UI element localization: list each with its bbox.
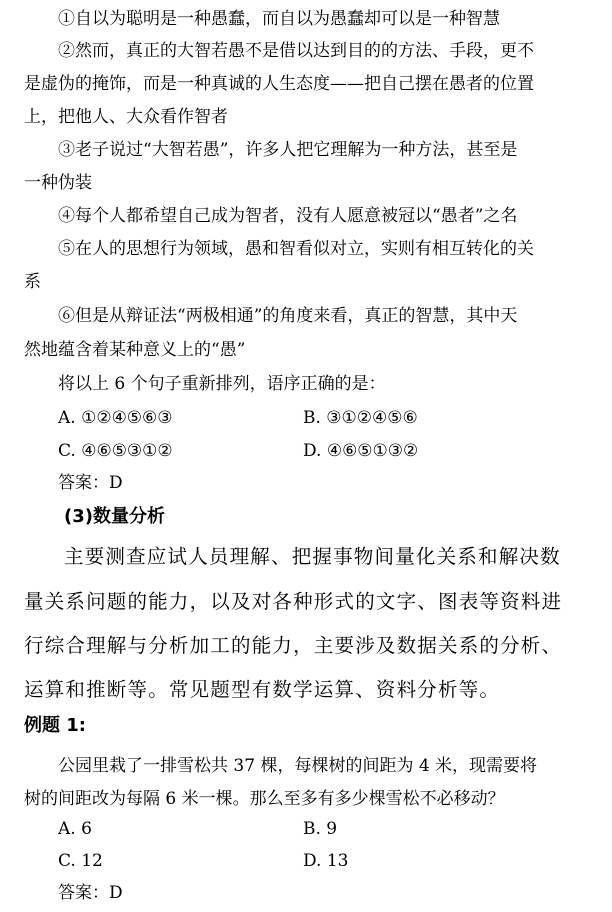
- example-answer: 答案：D: [58, 883, 123, 903]
- sentence-5-line-2: 系: [24, 272, 41, 292]
- option-d: D. ④⑥⑤①③②: [303, 441, 419, 461]
- section-paragraph-line-4: 运算和推断等。常见题型有数学运算、资料分析等。: [24, 678, 501, 701]
- sentence-6-line-2: 然地蕴含着某种意义上的“愚”: [24, 340, 246, 360]
- option-c: C. ④⑥⑤③①②: [58, 441, 173, 461]
- section-paragraph-line-2: 量关系问题的能力，以及对各种形式的文字、图表等资料进: [24, 590, 563, 613]
- sentence-3-line-1: ③老子说过“大智若愚”，许多人把它理解为一种方法，甚至是: [58, 140, 518, 160]
- sentence-2-line-3: 上，把他人、大众看作智者: [24, 107, 228, 127]
- example-question-line-1: 公园里栽了一排雪松共 37 棵，每棵树的间距为 4 米，现需要将: [58, 756, 538, 776]
- example-option-a: A. 6: [58, 819, 92, 839]
- question-prompt: 将以上 6 个句子重新排列，语序正确的是：: [58, 374, 386, 394]
- section-heading: (3)数量分析: [64, 506, 165, 527]
- option-b: B. ③①②④⑤⑥: [303, 408, 418, 428]
- example-option-b: B. 9: [303, 819, 338, 839]
- sentence-2-line-1: ②然而，真正的大智若愚不是借以达到目的的方法、手段，更不: [58, 41, 534, 61]
- answer: 答案：D: [58, 473, 123, 493]
- sentence-4: ④每个人都希望自己成为智者，没有人愿意被冠以“愚者”之名: [58, 206, 518, 226]
- example-heading: 例题 1:: [24, 715, 86, 736]
- option-a: A. ①②④⑤⑥③: [58, 408, 173, 428]
- example-option-c: C. 12: [58, 851, 103, 871]
- sentence-5-line-1: ⑤在人的思想行为领域，愚和智看似对立，实则有相互转化的关: [58, 239, 534, 259]
- section-paragraph-line-1: 主要测查应试人员理解、把握事物间量化关系和解决数: [64, 545, 561, 568]
- sentence-3-line-2: 一种伪装: [24, 173, 92, 193]
- example-option-d: D. 13: [303, 851, 349, 871]
- sentence-6-line-1: ⑥但是从辩证法“两极相通”的角度来看，真正的智慧，其中天: [58, 306, 518, 326]
- example-question-line-2: 树的间距改为每隔 6 米一棵。那么至多有多少棵雪松不必移动？: [24, 789, 505, 809]
- sentence-1: ①自以为聪明是一种愚蠢，而自以为愚蠢却可以是一种智慧: [58, 9, 500, 29]
- sentence-2-line-2: 是虚伪的掩饰，而是一种真诚的人生态度——把自己摆在愚者的位置: [24, 74, 534, 94]
- section-paragraph-line-3: 行综合理解与分析加工的能力，主要涉及数据关系的分析、: [24, 634, 563, 657]
